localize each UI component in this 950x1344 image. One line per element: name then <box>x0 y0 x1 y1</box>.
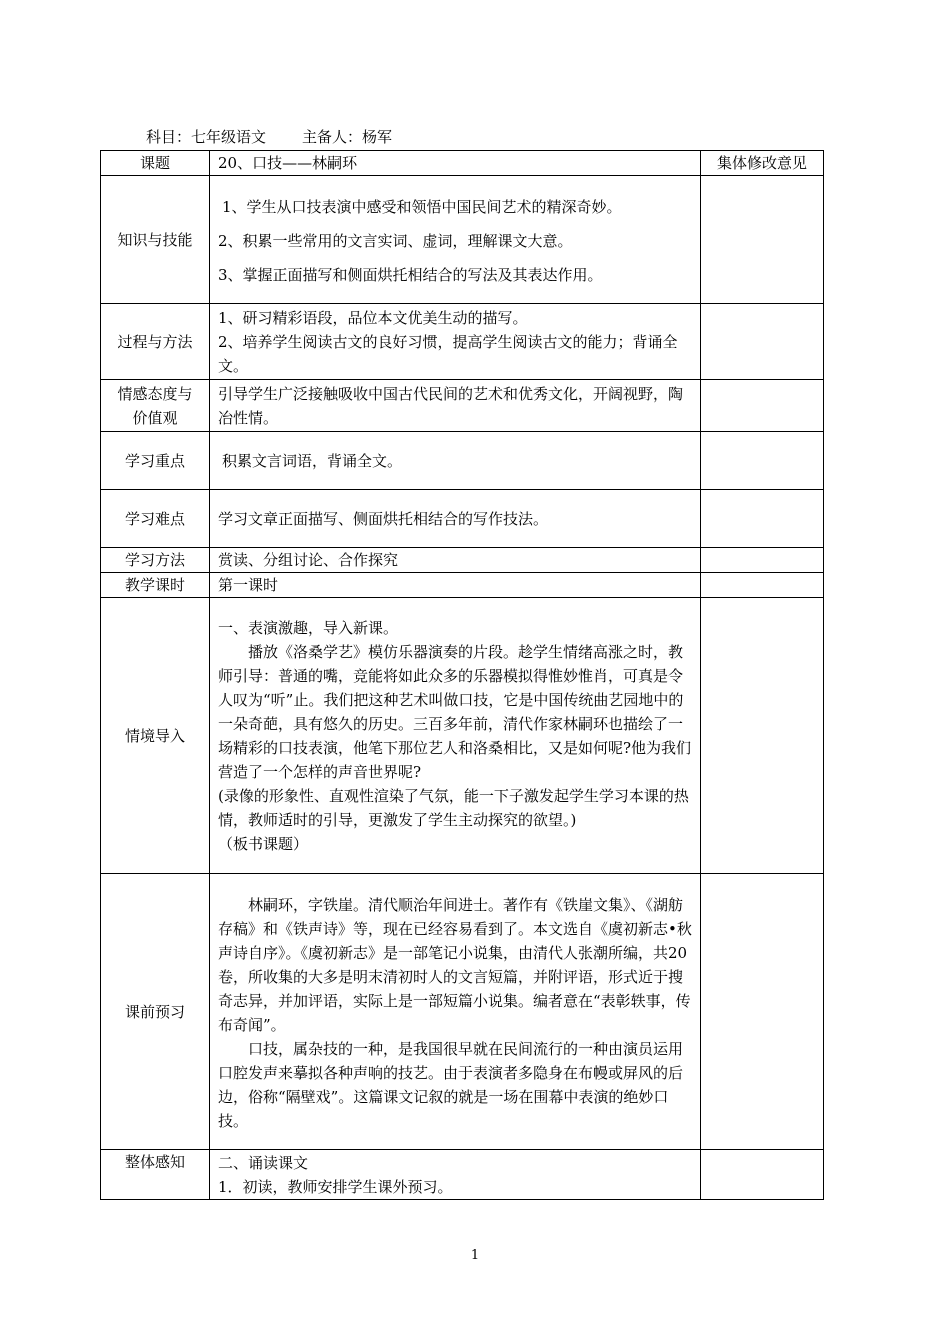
row-content <box>210 380 701 432</box>
row-content: 赏读、分组讨论、合作探究 <box>210 548 701 573</box>
content-line: 播放《洛桑学艺》模仿乐器演奏的片段。趁学生情绪高涨之时，教师引导：普通的嘴，竞能将如此众多的乐器模拟得惟妙惟肖，可真是令人叹为“听”止。我们把这种艺术叫做口技，它是中国传统曲艺园地中的一朵奇葩，具有悠久的历史。三百多年前，清代作家林嗣环也描绘了一场精彩的口技表演，他笔下那位艺人和洛桑相比，又是如何呢?他为我们营造了一个怎样的声音世界呢? <box>218 642 692 781</box>
content-line: 积累文言词语，背诵全文。 <box>222 451 403 470</box>
subject-label: 科目：七年级语文 <box>146 128 267 146</box>
content-line: 学习文章正面描写、侧面烘托相结合的写作技法。 <box>218 509 549 528</box>
row-label: 情境导入 <box>101 598 210 874</box>
revision-notes-cell <box>701 548 824 573</box>
table-row <box>101 573 824 598</box>
row-content <box>210 176 701 304</box>
revision-notes-header: 集体修改意见 <box>701 151 824 176</box>
revision-notes-cell <box>701 432 824 490</box>
page-number: 1 <box>470 1248 480 1263</box>
topic-title-cell: 20、口技——林嗣环 <box>210 151 701 176</box>
row-label: 教学课时 <box>101 573 210 598</box>
row-label: 课前预习 <box>101 874 210 1150</box>
content-line: 1．初读，教师安排学生课外预习。 <box>218 1177 453 1196</box>
preparer-label: 主备人：杨军 <box>302 128 393 146</box>
content-line: (录像的形象性、直观性渲染了气氛，能一下子激发起学生学习本课的热情，教师适时的引导，更激发了学生主动探究的欲望。) <box>218 786 689 829</box>
revision-notes-cell <box>701 573 824 598</box>
table-row <box>101 874 824 1150</box>
table-row <box>101 432 824 490</box>
content-line: 一、表演激趣，导入新课。 <box>218 618 399 637</box>
table-row <box>101 598 824 874</box>
table-row <box>101 380 824 432</box>
row-label: 过程与方法 <box>101 304 210 380</box>
content-line: 2、积累一些常用的文言实词、虚词，理解课文大意。 <box>218 231 573 250</box>
content-line: 2、培养学生阅读古文的良好习惯，提高学生阅读古文的能力；背诵全文。 <box>218 332 678 375</box>
row-label: 情感态度与价值观 <box>101 380 210 432</box>
document-header <box>146 126 392 147</box>
row-content <box>210 304 701 380</box>
content-line: 二、诵读课文 <box>218 1153 309 1172</box>
table-row <box>101 490 824 548</box>
row-label: 整体感知 <box>101 1150 210 1200</box>
revision-notes-cell <box>701 1150 824 1200</box>
revision-notes-cell <box>701 304 824 380</box>
row-content <box>210 874 701 1150</box>
revision-notes-cell <box>701 176 824 304</box>
content-line: 1、学生从口技表演中感受和领悟中国民间艺术的精深奇妙。 <box>222 197 622 216</box>
table-row <box>101 548 824 573</box>
row-content <box>210 432 701 490</box>
content-line: 3、掌握正面描写和侧面烘托相结合的写法及其表达作用。 <box>218 265 603 284</box>
row-label: 学习方法 <box>101 548 210 573</box>
revision-notes-cell <box>701 490 824 548</box>
table-row <box>101 304 824 380</box>
revision-notes-cell <box>701 874 824 1150</box>
row-content <box>210 490 701 548</box>
row-content <box>210 1150 701 1200</box>
revision-notes-cell <box>701 598 824 874</box>
content-line: 1、研习精彩语段，品位本文优美生动的描写。 <box>218 308 528 327</box>
content-line: （板书课题） <box>218 834 309 853</box>
row-label: 学习难点 <box>101 490 210 548</box>
row-content <box>210 598 701 874</box>
content-line: 林嗣环，字铁崖。清代顺治年间进士。著作有《铁崖文集》、《湖舫存稿》和《铁声诗》等，现在已经容易看到了。本文选自《虞初新志•秋声诗自序》。《虞初新志》是一部笔记小说集，由清代人张潮所编，共20卷，所收集的大多是明末清初时人的文言短篇，并附评语，形式近于搜奇志异，并加评语，实际上是一部短篇小说集。编者意在“表彰轶事，传布奇闻”。 <box>218 895 692 1034</box>
row-content: 第一课时 <box>210 573 701 598</box>
table-row <box>101 176 824 304</box>
table-row <box>101 1150 824 1200</box>
topic-label-cell: 课题 <box>101 151 210 176</box>
revision-notes-cell <box>701 380 824 432</box>
lesson-plan-table <box>100 150 824 1200</box>
row-label: 学习重点 <box>101 432 210 490</box>
content-line: 引导学生广泛接触吸收中国古代民间的艺术和优秀文化，开阔视野，陶冶性情。 <box>218 384 684 427</box>
row-label: 知识与技能 <box>101 176 210 304</box>
table-header-row <box>101 151 824 176</box>
content-line: 口技，属杂技的一种，是我国很早就在民间流行的一种由演员运用口腔发声来摹拟各种声响的技艺。由于表演者多隐身在布幔或屏风的后边，俗称“隔壁戏”。这篇课文记叙的就是一场在围幕中表演的绝妙口技。 <box>218 1039 684 1130</box>
